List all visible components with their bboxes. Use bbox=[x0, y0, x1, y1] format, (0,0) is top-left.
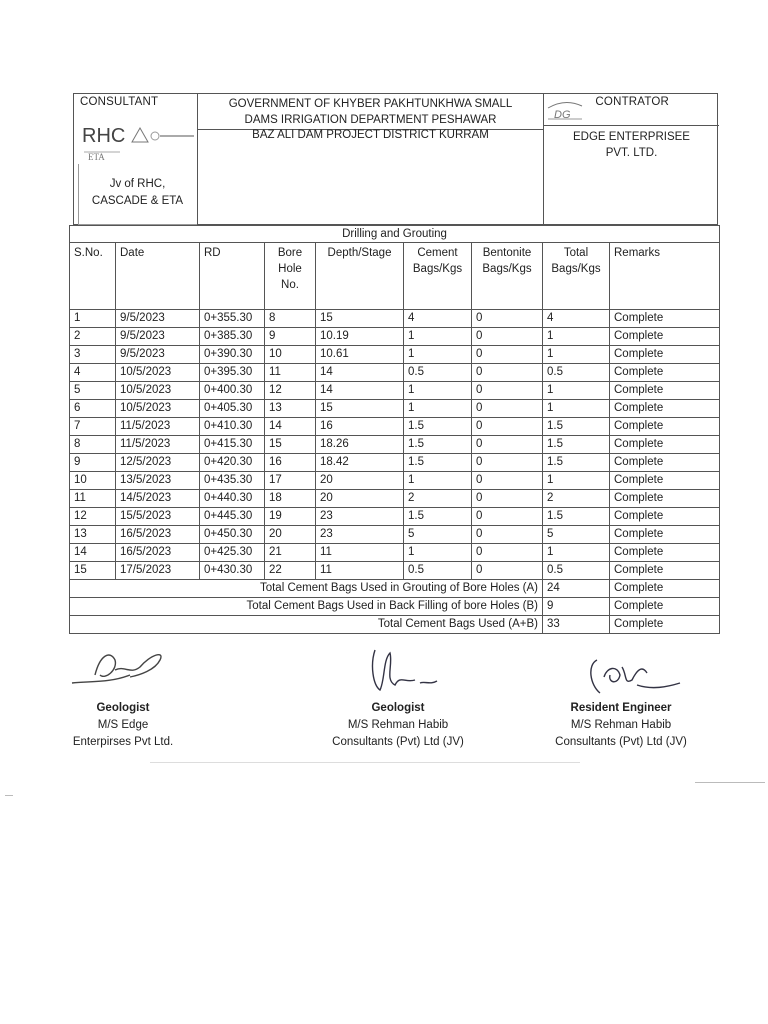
cell-sno: 4 bbox=[70, 364, 116, 382]
cell-remarks: Complete bbox=[610, 454, 720, 472]
table-row bbox=[70, 328, 720, 346]
cell-total: 1 bbox=[543, 472, 610, 490]
cell-total: 5 bbox=[543, 526, 610, 544]
col-cement: Cement Bags/Kgs bbox=[404, 243, 472, 310]
col-rd: RD bbox=[200, 243, 265, 310]
cell-sno: 12 bbox=[70, 508, 116, 526]
cell-bentonite: 0 bbox=[472, 364, 543, 382]
cell-remarks: Complete bbox=[610, 436, 720, 454]
total-value: 33 bbox=[543, 616, 610, 634]
total-value: 9 bbox=[543, 598, 610, 616]
table-row bbox=[70, 490, 720, 508]
project-title: BAZ ALI DAM PROJECT DISTRICT KURRAM bbox=[252, 129, 489, 141]
total-value: 24 bbox=[543, 580, 610, 598]
cell-cement: 0.5 bbox=[404, 364, 472, 382]
cell-bentonite: 0 bbox=[472, 562, 543, 580]
cell-rd: 0+400.30 bbox=[200, 382, 265, 400]
table-totals bbox=[70, 580, 720, 634]
cell-sno: 1 bbox=[70, 310, 116, 328]
cell-total: 1.5 bbox=[543, 418, 610, 436]
table-row bbox=[70, 382, 720, 400]
cell-date: 9/5/2023 bbox=[116, 328, 200, 346]
cell-cement: 1 bbox=[404, 544, 472, 562]
col-remarks: Remarks bbox=[610, 243, 720, 310]
cell-bore: 21 bbox=[265, 544, 316, 562]
cell-total: 1 bbox=[543, 400, 610, 418]
cell-rd: 0+430.30 bbox=[200, 562, 265, 580]
total-row bbox=[70, 580, 720, 598]
cell-date: 10/5/2023 bbox=[116, 382, 200, 400]
cell-remarks: Complete bbox=[610, 328, 720, 346]
cell-total: 1.5 bbox=[543, 436, 610, 454]
cell-cement: 1 bbox=[404, 472, 472, 490]
cell-bentonite: 0 bbox=[472, 418, 543, 436]
cell-bentonite: 0 bbox=[472, 328, 543, 346]
table-row bbox=[70, 454, 720, 472]
table-header-row bbox=[70, 243, 720, 310]
cell-cement: 1 bbox=[404, 328, 472, 346]
consultant-label: CONSULTANT bbox=[80, 96, 159, 108]
cell-bore: 22 bbox=[265, 562, 316, 580]
cell-remarks: Complete bbox=[610, 400, 720, 418]
cell-depth: 11 bbox=[316, 544, 404, 562]
signature-1-role: Geologist bbox=[96, 702, 150, 714]
cell-bore: 15 bbox=[265, 436, 316, 454]
jv-line-2: CASCADE & ETA bbox=[91, 195, 184, 207]
col-sno: S.No. bbox=[70, 243, 116, 310]
cell-total: 1 bbox=[543, 382, 610, 400]
signature-1-line-1: M/S Edge bbox=[97, 719, 149, 731]
cell-remarks: Complete bbox=[610, 508, 720, 526]
cell-depth: 14 bbox=[316, 364, 404, 382]
cell-total: 0.5 bbox=[543, 562, 610, 580]
cell-total: 1.5 bbox=[543, 454, 610, 472]
cell-total: 2 bbox=[543, 490, 610, 508]
cell-rd: 0+435.30 bbox=[200, 472, 265, 490]
consultant-cell bbox=[74, 94, 198, 224]
cell-rd: 0+445.30 bbox=[200, 508, 265, 526]
cell-sno: 13 bbox=[70, 526, 116, 544]
cell-date: 10/5/2023 bbox=[116, 400, 200, 418]
cell-remarks: Complete bbox=[610, 544, 720, 562]
cell-total: 1 bbox=[543, 544, 610, 562]
cell-date: 15/5/2023 bbox=[116, 508, 200, 526]
cell-depth: 18.26 bbox=[316, 436, 404, 454]
contractor-cell bbox=[544, 94, 719, 224]
total-row bbox=[70, 616, 720, 634]
cell-date: 11/5/2023 bbox=[116, 436, 200, 454]
cell-sno: 2 bbox=[70, 328, 116, 346]
cell-date: 13/5/2023 bbox=[116, 472, 200, 490]
grouting-table bbox=[69, 225, 720, 634]
eta-logo-text: ETA bbox=[88, 152, 105, 162]
cell-bore: 13 bbox=[265, 400, 316, 418]
cell-remarks: Complete bbox=[610, 472, 720, 490]
cell-bore: 17 bbox=[265, 472, 316, 490]
cell-date: 9/5/2023 bbox=[116, 346, 200, 364]
signature-block-2 bbox=[318, 700, 478, 751]
cell-sno: 8 bbox=[70, 436, 116, 454]
cell-depth: 11 bbox=[316, 562, 404, 580]
cell-depth: 10.19 bbox=[316, 328, 404, 346]
cell-bore: 11 bbox=[265, 364, 316, 382]
signature-2-line-2: Consultants (Pvt) Ltd (JV) bbox=[332, 736, 464, 748]
col-depth: Depth/Stage bbox=[316, 243, 404, 310]
cell-sno: 14 bbox=[70, 544, 116, 562]
cell-sno: 9 bbox=[70, 454, 116, 472]
contractor-line-1: EDGE ENTERPRISEE bbox=[573, 131, 690, 143]
table-title-row bbox=[70, 226, 720, 243]
cell-sno: 7 bbox=[70, 418, 116, 436]
table-row bbox=[70, 508, 720, 526]
cell-rd: 0+405.30 bbox=[200, 400, 265, 418]
cell-rd: 0+395.30 bbox=[200, 364, 265, 382]
cell-cement: 1.5 bbox=[404, 418, 472, 436]
cell-remarks: Complete bbox=[610, 346, 720, 364]
cell-total: 1 bbox=[543, 346, 610, 364]
jv-text bbox=[78, 176, 197, 210]
table-row bbox=[70, 562, 720, 580]
col-total: Total Bags/Kgs bbox=[543, 243, 610, 310]
total-row bbox=[70, 598, 720, 616]
table-row bbox=[70, 526, 720, 544]
cell-cement: 1 bbox=[404, 400, 472, 418]
cell-total: 0.5 bbox=[543, 364, 610, 382]
cell-bentonite: 0 bbox=[472, 454, 543, 472]
cell-bore: 8 bbox=[265, 310, 316, 328]
cell-date: 14/5/2023 bbox=[116, 490, 200, 508]
cell-bore: 19 bbox=[265, 508, 316, 526]
table-row bbox=[70, 472, 720, 490]
table-row bbox=[70, 436, 720, 454]
cell-bore: 16 bbox=[265, 454, 316, 472]
cell-bentonite: 0 bbox=[472, 382, 543, 400]
cell-rd: 0+420.30 bbox=[200, 454, 265, 472]
cell-cement: 1.5 bbox=[404, 454, 472, 472]
jv-line-1: Jv of RHC, bbox=[109, 178, 166, 190]
cell-depth: 23 bbox=[316, 508, 404, 526]
cell-rd: 0+385.30 bbox=[200, 328, 265, 346]
cell-remarks: Complete bbox=[610, 382, 720, 400]
cell-bore: 12 bbox=[265, 382, 316, 400]
total-label: Total Cement Bags Used in Back Filling of bore Holes (B) bbox=[70, 598, 543, 616]
cell-bentonite: 0 bbox=[472, 472, 543, 490]
government-cell bbox=[198, 94, 544, 224]
table-title: Drilling and Grouting bbox=[70, 226, 720, 243]
cell-cement: 1 bbox=[404, 346, 472, 364]
scan-mark bbox=[5, 795, 13, 796]
table-row bbox=[70, 418, 720, 436]
contractor-line-2: PVT. LTD. bbox=[605, 147, 658, 159]
cell-remarks: Complete bbox=[610, 310, 720, 328]
scan-mark bbox=[695, 782, 765, 783]
total-label: Total Cement Bags Used in Grouting of Bore Holes (A) bbox=[70, 580, 543, 598]
rhc-logo-text: RHC bbox=[82, 125, 126, 147]
contractor-name bbox=[544, 129, 719, 161]
cell-date: 9/5/2023 bbox=[116, 310, 200, 328]
cell-date: 16/5/2023 bbox=[116, 526, 200, 544]
cell-depth: 23 bbox=[316, 526, 404, 544]
cell-remarks: Complete bbox=[610, 418, 720, 436]
government-line-2: DAMS IRRIGATION DEPARTMENT PESHAWAR bbox=[198, 112, 543, 130]
table-row bbox=[70, 364, 720, 382]
cell-depth: 20 bbox=[316, 472, 404, 490]
signature-3-line-1: M/S Rehman Habib bbox=[570, 719, 672, 731]
signature-3-role: Resident Engineer bbox=[570, 702, 672, 714]
rhc-logo-icon bbox=[80, 124, 195, 164]
cell-cement: 1.5 bbox=[404, 508, 472, 526]
cell-bore: 14 bbox=[265, 418, 316, 436]
cell-bentonite: 0 bbox=[472, 436, 543, 454]
cell-total: 1 bbox=[543, 328, 610, 346]
cell-sno: 10 bbox=[70, 472, 116, 490]
cell-cement: 0.5 bbox=[404, 562, 472, 580]
cell-sno: 11 bbox=[70, 490, 116, 508]
edge-logo-icon bbox=[546, 98, 584, 122]
scan-mark bbox=[150, 762, 580, 763]
col-date: Date bbox=[116, 243, 200, 310]
cell-bentonite: 0 bbox=[472, 310, 543, 328]
signature-block-1 bbox=[58, 700, 188, 751]
cell-bentonite: 0 bbox=[472, 544, 543, 562]
edge-logo-text: DG bbox=[554, 109, 571, 121]
signature-2-line-1: M/S Rehman Habib bbox=[347, 719, 449, 731]
cell-rd: 0+415.30 bbox=[200, 436, 265, 454]
cell-date: 11/5/2023 bbox=[116, 418, 200, 436]
cell-rd: 0+425.30 bbox=[200, 544, 265, 562]
cell-depth: 15 bbox=[316, 400, 404, 418]
cell-depth: 15 bbox=[316, 310, 404, 328]
cell-rd: 0+390.30 bbox=[200, 346, 265, 364]
cell-total: 1.5 bbox=[543, 508, 610, 526]
cell-remarks: Complete bbox=[610, 364, 720, 382]
cell-bentonite: 0 bbox=[472, 526, 543, 544]
cell-depth: 18.42 bbox=[316, 454, 404, 472]
total-remarks: Complete bbox=[610, 580, 720, 598]
table-row bbox=[70, 310, 720, 328]
signature-3-line-2: Consultants (Pvt) Ltd (JV) bbox=[555, 736, 687, 748]
table-row bbox=[70, 346, 720, 364]
cell-total: 4 bbox=[543, 310, 610, 328]
government-title bbox=[198, 96, 543, 130]
cell-bentonite: 0 bbox=[472, 490, 543, 508]
cell-depth: 16 bbox=[316, 418, 404, 436]
signature-1-icon bbox=[70, 645, 170, 690]
cell-cement: 4 bbox=[404, 310, 472, 328]
cell-cement: 1.5 bbox=[404, 436, 472, 454]
signature-3-icon bbox=[582, 655, 682, 700]
cell-depth: 10.61 bbox=[316, 346, 404, 364]
total-label: Total Cement Bags Used (A+B) bbox=[70, 616, 543, 634]
cell-sno: 5 bbox=[70, 382, 116, 400]
cell-sno: 6 bbox=[70, 400, 116, 418]
cell-remarks: Complete bbox=[610, 490, 720, 508]
cell-sno: 15 bbox=[70, 562, 116, 580]
table-row bbox=[70, 544, 720, 562]
cell-sno: 3 bbox=[70, 346, 116, 364]
cell-bentonite: 0 bbox=[472, 400, 543, 418]
cell-depth: 20 bbox=[316, 490, 404, 508]
col-bentonite: Bentonite Bags/Kgs bbox=[472, 243, 543, 310]
cell-date: 16/5/2023 bbox=[116, 544, 200, 562]
cell-date: 10/5/2023 bbox=[116, 364, 200, 382]
cell-cement: 5 bbox=[404, 526, 472, 544]
cell-rd: 0+440.30 bbox=[200, 490, 265, 508]
cell-rd: 0+450.30 bbox=[200, 526, 265, 544]
signature-1-line-2: Enterpirses Pvt Ltd. bbox=[72, 736, 174, 748]
table-row bbox=[70, 400, 720, 418]
signature-block-3 bbox=[546, 700, 696, 751]
government-line-1: GOVERNMENT OF KHYBER PAKHTUNKHWA SMALL bbox=[228, 98, 513, 110]
cell-bore: 20 bbox=[265, 526, 316, 544]
table-body bbox=[70, 310, 720, 580]
cell-bore: 9 bbox=[265, 328, 316, 346]
contractor-divider bbox=[544, 125, 719, 126]
cell-bore: 18 bbox=[265, 490, 316, 508]
contractor-label: CONTRATOR bbox=[595, 96, 669, 108]
cell-bentonite: 0 bbox=[472, 508, 543, 526]
cell-remarks: Complete bbox=[610, 562, 720, 580]
cell-cement: 2 bbox=[404, 490, 472, 508]
cell-depth: 14 bbox=[316, 382, 404, 400]
total-remarks: Complete bbox=[610, 598, 720, 616]
cell-cement: 1 bbox=[404, 382, 472, 400]
cell-rd: 0+410.30 bbox=[200, 418, 265, 436]
col-bore-hole: Bore Hole No. bbox=[265, 243, 316, 310]
signature-2-role: Geologist bbox=[371, 702, 425, 714]
signature-2-icon bbox=[365, 645, 445, 695]
total-remarks: Complete bbox=[610, 616, 720, 634]
document-header bbox=[73, 93, 718, 225]
cell-rd: 0+355.30 bbox=[200, 310, 265, 328]
cell-bentonite: 0 bbox=[472, 346, 543, 364]
cell-date: 12/5/2023 bbox=[116, 454, 200, 472]
cell-date: 17/5/2023 bbox=[116, 562, 200, 580]
cell-bore: 10 bbox=[265, 346, 316, 364]
cell-remarks: Complete bbox=[610, 526, 720, 544]
